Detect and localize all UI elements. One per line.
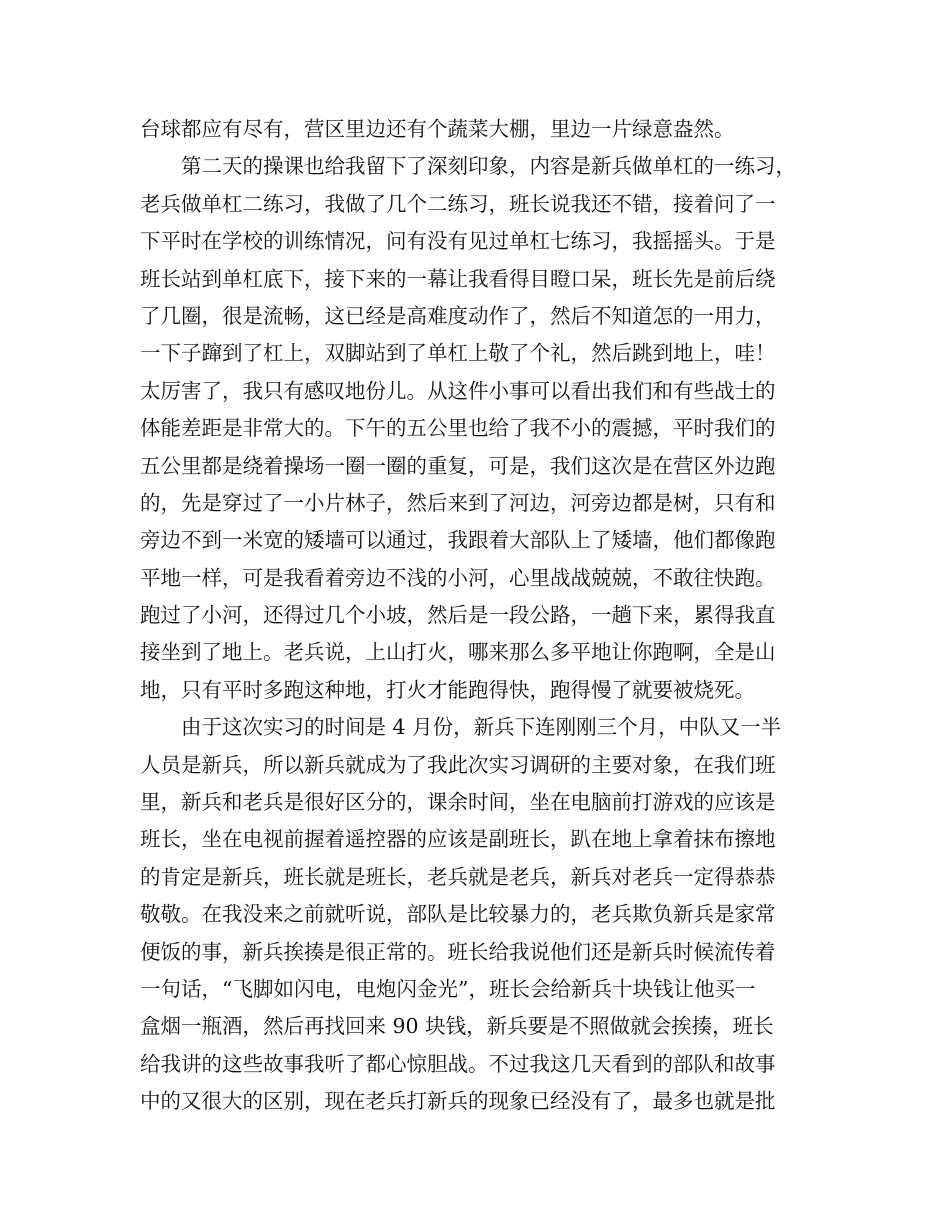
text-line-26: 给我讲的这些故事我听了都心惊胆战。不过我这几天看到的部队和故事 xyxy=(140,1051,776,1076)
text-line-9: 体能差距是非常大的。下午的五公里也给了我不小的震撼，平时我们的 xyxy=(140,416,776,441)
text-line-14: 跑过了小河，还得过几个小坡，然后是一段公路，一趟下来，累得我直 xyxy=(140,603,776,628)
text-line-17: 由于这次实习的时间是 4 月份，新兵下连刚刚三个月，中队又一半 xyxy=(140,715,782,740)
text-line-1: 台球都应有尽有，营区里边还有个蔬菜大棚，里边一片绿意盎然。 xyxy=(140,117,735,141)
text-line-22: 敬敬。在我没来之前就听说，部队是比较暴力的，老兵欺负新兵是家常 xyxy=(140,902,776,927)
text-line-13: 平地一样，可是我看着旁边不浅的小河，心里战战兢兢，不敢往快跑。 xyxy=(140,565,776,590)
text-line-20: 班长，坐在电视前握着遥控器的应该是副班长，趴在地上拿着抹布擦地 xyxy=(140,827,776,852)
text-line-5: 班长站到单杠底下，接下来的一幕让我看得目瞪口呆，班长先是前后绕 xyxy=(140,266,776,291)
text-line-4: 下平时在学校的训练情况，问有没有见过单杠七练习，我摇摇头。于是 xyxy=(140,229,776,254)
body-text xyxy=(140,111,820,1121)
text-line-10: 五公里都是绕着操场一圈一圈的重复，可是，我们这次是在营区外边跑 xyxy=(140,453,776,478)
text-line-6: 了几圈，很是流畅，这已经是高难度动作了，然后不知道怎的一用力， xyxy=(140,303,776,328)
text-line-12: 旁边不到一米宽的矮墙可以通过，我跟着大部队上了矮墙，他们都像跑 xyxy=(140,528,776,553)
text-line-7: 一下子蹿到了杠上，双脚站到了单杠上敬了个礼，然后跳到地上，哇！ xyxy=(140,341,776,366)
text-line-21: 的肯定是新兵，班长就是班长，老兵就是老兵，新兵对老兵一定得恭恭 xyxy=(140,864,776,889)
text-line-3: 老兵做单杠二练习，我做了几个二练习，班长说我还不错，接着问了一 xyxy=(140,191,776,216)
text-line-2: 第二天的操课也给我留下了深刻印象，内容是新兵做单杠的一练习， xyxy=(140,154,796,179)
text-line-19: 里，新兵和老兵是很好区分的，课余时间，坐在电脑前打游戏的应该是 xyxy=(140,790,776,815)
text-line-18: 人员是新兵，所以新兵就成为了我此次实习调研的主要对象，在我们班 xyxy=(140,752,776,777)
text-line-11: 的，先是穿过了一小片林子，然后来到了河边，河旁边都是树，只有和 xyxy=(140,490,776,515)
text-line-15: 接坐到了地上。老兵说，上山打火，哪来那么多平地让你跑啊，全是山 xyxy=(140,640,776,665)
text-line-8: 太厉害了，我只有感叹地份儿。从这件小事可以看出我们和有些战士的 xyxy=(140,378,776,403)
text-line-27: 中的又很大的区别，现在老兵打新兵的现象已经没有了，最多也就是批 xyxy=(140,1089,776,1114)
text-line-24: 一句话，“飞脚如闪电，电炮闪金光”，班长会给新兵十块钱让他买一 xyxy=(140,976,756,1001)
text-line-23: 便饭的事，新兵挨揍是很正常的。班长给我说他们还是新兵时候流传着 xyxy=(140,939,776,964)
text-line-25: 盒烟一瓶酒，然后再找回来 90 块钱，新兵要是不照做就会挨揍，班长 xyxy=(140,1014,774,1039)
text-line-16: 地，只有平时多跑这种地，打火才能跑得快，跑得慢了就要被烧死。 xyxy=(140,677,755,702)
